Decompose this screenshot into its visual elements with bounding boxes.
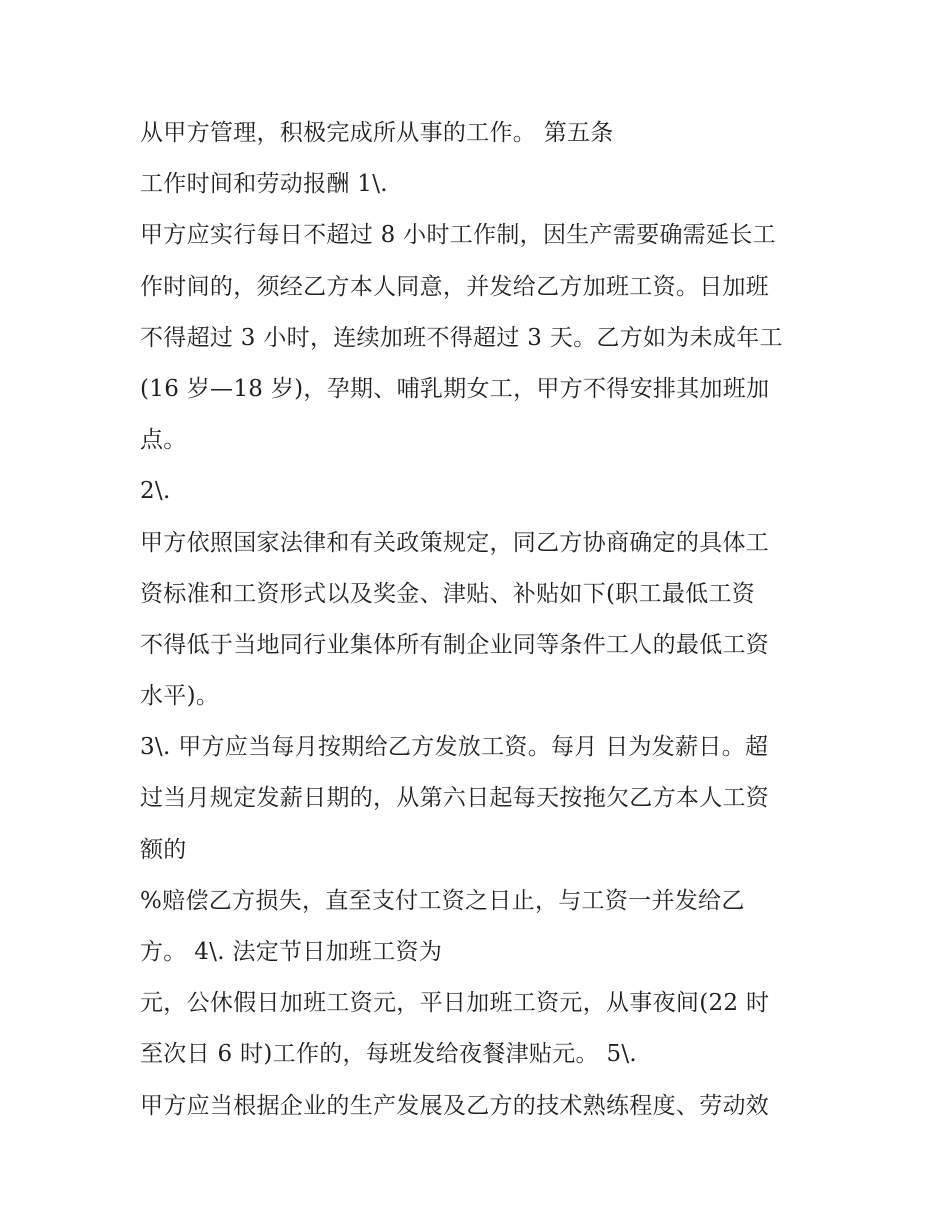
text-line: 不得低于当地同行业集体所有制企业同等条件工人的最低工资 — [140, 631, 770, 658]
contract-text — [140, 108, 830, 1132]
text-line: 3\. 甲方应当每月按期给乙方发放工资。每月 日为发薪日。超 — [140, 734, 769, 761]
text-line: 额的 — [140, 836, 187, 863]
text-line: 点。 — [140, 427, 187, 454]
text-line: 工作时间和劳动报酬 1\. — [140, 171, 388, 198]
text-line: %赔偿乙方损失，直至支付工资之日止，与工资一并发给乙 — [140, 887, 745, 914]
text-line: 资标准和工资形式以及奖金、津贴、补贴如下(职工最低工资 — [140, 580, 756, 607]
text-line: 不得超过 3 小时，连续加班不得超过 3 天。乙方如为未成年工 — [140, 324, 783, 351]
text-line: 从甲方管理，积极完成所从事的工作。 第五条 — [140, 120, 614, 146]
text-line: 至次日 6 时)工作的，每班发给夜餐津贴元。 5\. — [140, 1041, 638, 1068]
text-line: 甲方应当根据企业的生产发展及乙方的技术熟练程度、劳动效 — [140, 1092, 770, 1119]
text-line: 元，公休假日加班工资元，平日加班工资元，从事夜间(22 时 — [140, 990, 770, 1017]
text-line: 甲方依照国家法律和有关政策规定，同乙方协商确定的具体工 — [140, 529, 770, 556]
text-line: 2\. — [140, 478, 171, 505]
text-line: (16 岁—18 岁)，孕期、哺乳期女工，甲方不得安排其加班加 — [140, 375, 770, 402]
text-line: 方。 4\. 法定节日加班工资为 — [140, 939, 443, 965]
text-line: 作时间的，须经乙方本人同意，并发给乙方加班工资。日加班 — [140, 273, 770, 300]
text-line: 水平)。 — [140, 683, 220, 710]
text-line: 过当月规定发薪日期的，从第六日起每天按拖欠乙方本人工资 — [140, 785, 770, 812]
text-line: 甲方应实行每日不超过 8 小时工作制，因生产需要确需延长工 — [140, 222, 776, 249]
